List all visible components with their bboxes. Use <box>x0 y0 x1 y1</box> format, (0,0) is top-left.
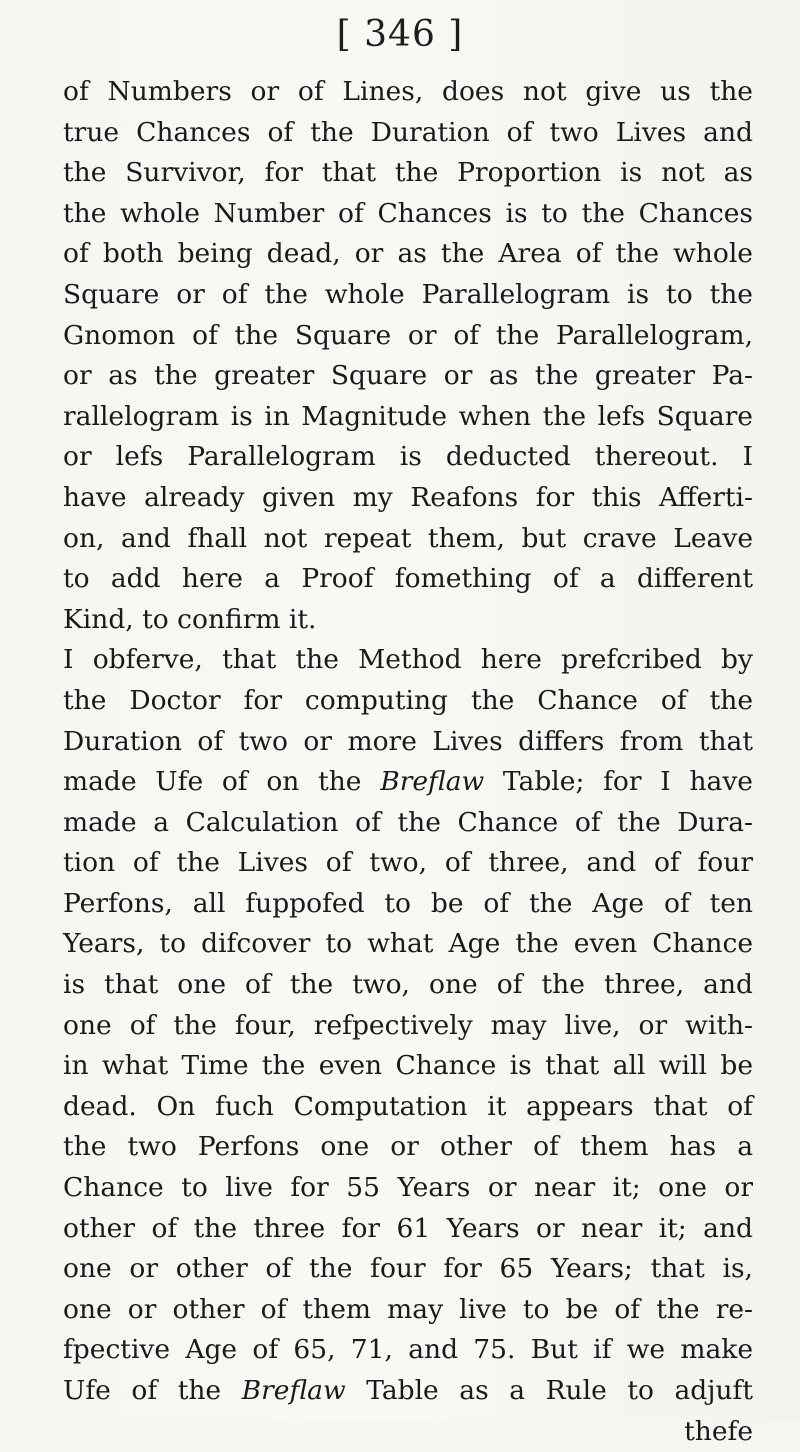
text-segment: Table; for I have <box>484 766 753 798</box>
text-line: Gnomon of the Square or of the Parallelogram, <box>63 319 753 351</box>
text-line: tion of the Lives of two, of three, and of four <box>63 847 753 879</box>
text-line: the two Perfons one or other of them has a <box>63 1131 753 1163</box>
italic-word: Breflaw <box>380 766 485 798</box>
text-line: the Doctor for computing the Chance of the <box>63 684 753 716</box>
body-text <box>63 72 753 1452</box>
italic-word: Breflaw <box>241 1375 346 1406</box>
text-line: I obferve, that the Method here prefcribed by <box>63 644 753 676</box>
text-line: Chance to live for 55 Years or near it; one or <box>63 1172 753 1204</box>
catchword: thefe <box>684 1415 753 1447</box>
text-line: in what Time the even Chance is that all will be <box>63 1050 753 1082</box>
text-segment: Table as a Rule to adjuft <box>345 1375 753 1406</box>
text-line: the Survivor, for that the Proportion is not as <box>63 157 753 189</box>
text-line: the whole Number of Chances is to the Chances <box>63 197 753 229</box>
text-line: have already given my Reafons for this Afferti- <box>63 481 753 513</box>
text-line: dead. On fuch Computation it appears that of <box>63 1090 753 1122</box>
text-line: of both being dead, or as the Area of the whole <box>63 238 753 270</box>
text-line: true Chances of the Duration of two Lives and <box>63 116 753 148</box>
text-line: Duration of two or more Lives differs from that <box>63 725 753 757</box>
page-number-header: [ 346 ] <box>336 14 464 55</box>
text-segment: Ufe of the <box>63 1375 242 1406</box>
text-line: Square or of the whole Parallelogram is to the <box>63 278 753 310</box>
text-line: or as the greater Square or as the greater Pa- <box>63 360 753 392</box>
text-line: on, and fhall not repeat them, but crave Leave <box>63 522 753 554</box>
text-line: one or other of the four for 65 Years; that is, <box>63 1253 753 1285</box>
text-line: Years, to difcover to what Age the even Chance <box>63 928 753 960</box>
text-segment: made Ufe of on the <box>63 766 381 798</box>
text-line: is that one of the two, one of the three, and <box>63 969 753 1001</box>
text-line: to add here a Proof fomething of a different <box>63 563 753 595</box>
text-line-with-italic <box>63 762 753 803</box>
text-line: Kind, to confirm it. <box>63 603 317 635</box>
text-line: or lefs Parallelogram is deducted thereout. I <box>63 441 753 473</box>
text-line: one or other of them may live to be of the re- <box>63 1293 753 1325</box>
text-line: fpective Age of 65, 71, and 75. But if we make <box>63 1334 753 1366</box>
text-line: Perfons, all fuppofed to be of the Age of ten <box>63 887 753 919</box>
text-line: of Numbers or of Lines, does not give us the <box>63 76 753 107</box>
text-line: other of the three for 61 Years or near it; and <box>63 1212 753 1244</box>
text-line: one of the four, refpectively may live, or with- <box>63 1009 753 1041</box>
text-line: made a Calculation of the Chance of the Dura- <box>63 806 753 838</box>
text-line-with-italic <box>63 1371 753 1412</box>
text-line: rallelogram is in Magnitude when the lefs Square <box>63 400 753 432</box>
